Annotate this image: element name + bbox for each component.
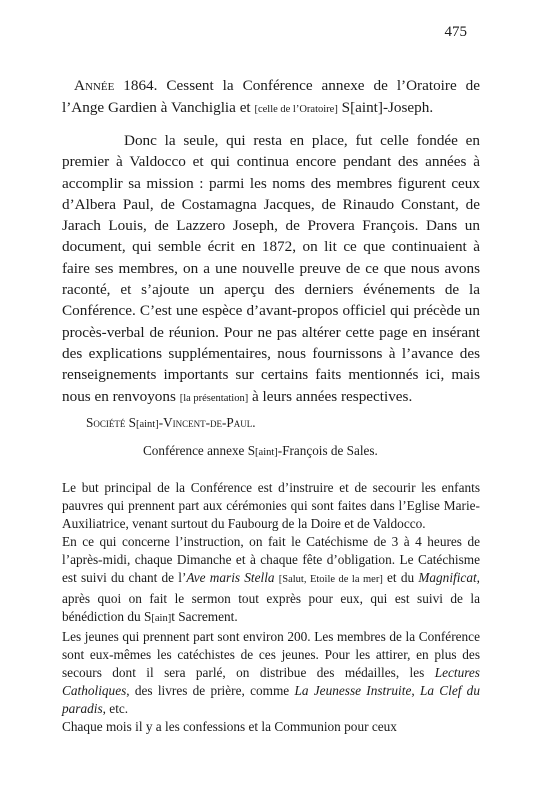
italic-title: Ave maris Stella	[186, 570, 275, 586]
page-number: 475	[444, 24, 467, 40]
bracket-note: [la présentation]	[179, 392, 249, 404]
text: ,	[411, 683, 420, 699]
text: , des livres de prière, comme	[126, 683, 295, 699]
text: -François de Sales.	[277, 443, 378, 458]
bracket-note: [Salut, Etoile de la mer]	[278, 574, 383, 586]
italic-title: La Clef du paradis	[62, 683, 480, 717]
bracket-note: [celle de l’Oratoire]	[254, 103, 338, 115]
text: et du	[382, 570, 419, 586]
bracket-note: [aint]	[135, 419, 159, 430]
quoted-paragraph	[62, 628, 480, 718]
text: En ce qui concerne l’instruction, on fait le Catéchisme de 3 à 4 heures de l’après-midi, chaque Dimanche et à chaque fête d’obligation. Le Catéchisme est suivi du chant de l’	[62, 534, 480, 586]
bracket-note: [aint]	[255, 447, 278, 458]
section-heading-society	[86, 415, 256, 431]
quoted-document	[62, 479, 480, 736]
italic-title: Lectures Catholiques	[62, 664, 480, 699]
text: 1864. Cessent la Conférence annexe de l’Oratoire de l’Ange Gardien à Vanchiglia et	[62, 77, 480, 116]
section-subheading	[143, 443, 378, 459]
small-caps-name: -Vincent-de-Paul.	[158, 415, 256, 430]
quoted-paragraph	[62, 533, 480, 627]
text: Les jeunes qui prennent part sont environ 200. Les membres de la Conférence sont eux-mêmes les catéchistes de ces jeunes. Pour les attirer, en plus des secours dont il sera parlé, on distribue des médailles, les	[62, 628, 480, 680]
text: t Sacrement.	[171, 608, 238, 624]
text: S	[125, 415, 136, 430]
quoted-paragraph: Chaque mois il y a les confessions et la Communion pour ceux	[62, 719, 397, 735]
text: , après quoi on fait le sermon tout exprès pour eux, qui est suivi de la bénédiction du S	[62, 570, 480, 624]
text: à leurs années respectives.	[248, 387, 413, 405]
small-caps-annee: Année	[74, 77, 115, 94]
paragraph-main	[62, 130, 480, 409]
italic-title: La Jeunesse Instruite	[294, 683, 412, 699]
text: Donc la seule, qui resta en place, fut celle fondée en premier à Valdocco et qui continua encore pendant des années à accomplir sa mission : parmi les noms des membres figurent ceux d’Albera Paul, de Costamagna Jacques, de Rinaudo Constant, de Jarach Louis, de Lazzero Joseph, de Provera François. Dans un document, qui semble écrit en 1872, on lit ce que continuaient à faire ses membres, on a une nouvelle preuve de ce que nous avons raconté, et s’ajoute un aperçu des derniers événements de la Conférence. C’est une espèce d’avant-propos officiel qui précède un procès-verbal de réunion. Pour ne pas altérer cette page en insérant des explications supplémentaires, nous fournissons à l’avance des renseignements importants sur certains faits mentionnés ici, mais nous en renvoyons	[62, 132, 480, 405]
text: , etc.	[102, 701, 129, 717]
quoted-paragraph: Le but principal de la Conférence est d’instruire et de secourir les enfants pauvres qui prennent part aux cérémonies qui sont faites dans l’Eglise Marie-Auxiliatrice, venant surtout du Faubourg de la Doire et de Valdocco.	[62, 480, 480, 532]
text: S[aint]-Joseph.	[337, 98, 434, 116]
bracket-note: [ain]	[151, 612, 172, 624]
text: Conférence annexe S	[143, 443, 256, 458]
small-caps-societe: Société	[86, 415, 126, 430]
paragraph-year-1864	[62, 75, 480, 120]
italic-title: Magnificat	[418, 570, 477, 586]
